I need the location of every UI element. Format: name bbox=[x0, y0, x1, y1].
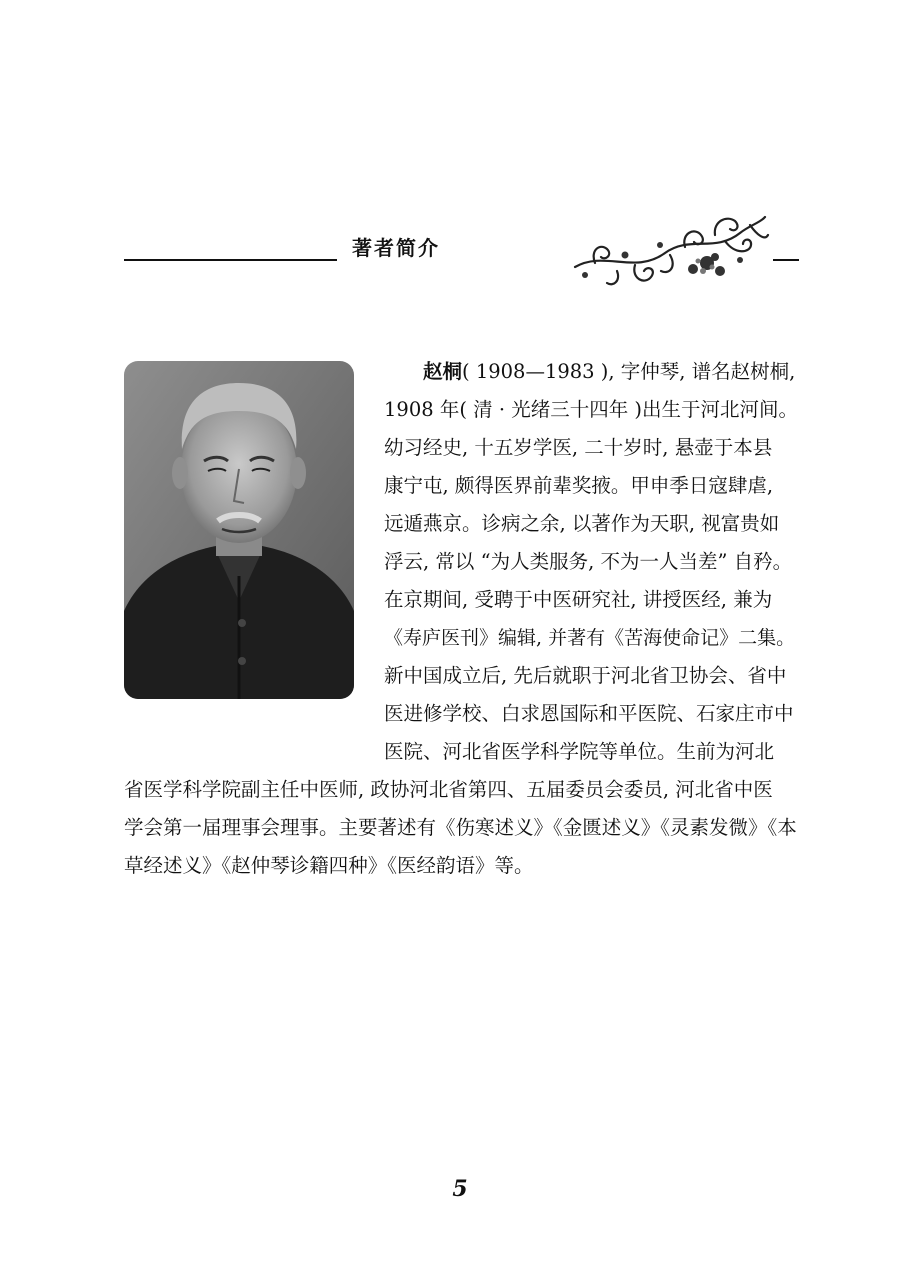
bio-line: 学会第一届理事会理事。主要著述有《伤寒述义》《金匮述义》《灵素发微》《本 bbox=[124, 816, 797, 839]
page-number: 5 bbox=[452, 1176, 468, 1202]
bio-line: 远遁燕京。诊病之余, 以著作为天职, 视富贵如 bbox=[384, 512, 780, 535]
bio-line: 康宁屯, 颇得医界前辈奖掖。甲申季日寇肆虐, bbox=[384, 474, 774, 497]
bio-line: 幼习经史, 十五岁学医, 二十岁时, 悬壶于本县 bbox=[384, 436, 773, 459]
bio-line: 医进修学校、白求恩国际和平医院、石家庄市中 bbox=[384, 702, 794, 725]
author-name: 赵桐 bbox=[423, 360, 463, 383]
bio-line: 省医学科学院副主任中医师, 政协河北省第四、五届委员会委员, 河北省中医 bbox=[124, 778, 773, 801]
bio-line: 在京期间, 受聘于中医研究社, 讲授医经, 兼为 bbox=[384, 588, 773, 611]
bio-line: 新中国成立后, 先后就职于河北省卫协会、省中 bbox=[384, 664, 787, 687]
bio-line: 《寿庐医刊》编辑, 并著有《苦海使命记》二集。 bbox=[384, 627, 796, 649]
bio-line: 医院、河北省医学科学院等单位。生前为河北 bbox=[384, 740, 775, 763]
bio-line: 浮云, 常以 “为人类服务, 不为一人当差” 自矜。 bbox=[384, 550, 793, 573]
bio-line: 草经述义》《赵仲琴诊籍四种》《医经韵语》等。 bbox=[124, 854, 534, 877]
section-title: 著者简介 bbox=[352, 236, 440, 260]
bio-line: 1908 年( 清 · 光绪三十四年 )出生于河北河间。 bbox=[384, 398, 799, 421]
bio-line: 赵桐( 1908—1983 ), 字仲琴, 谱名赵树桐, bbox=[423, 360, 796, 383]
